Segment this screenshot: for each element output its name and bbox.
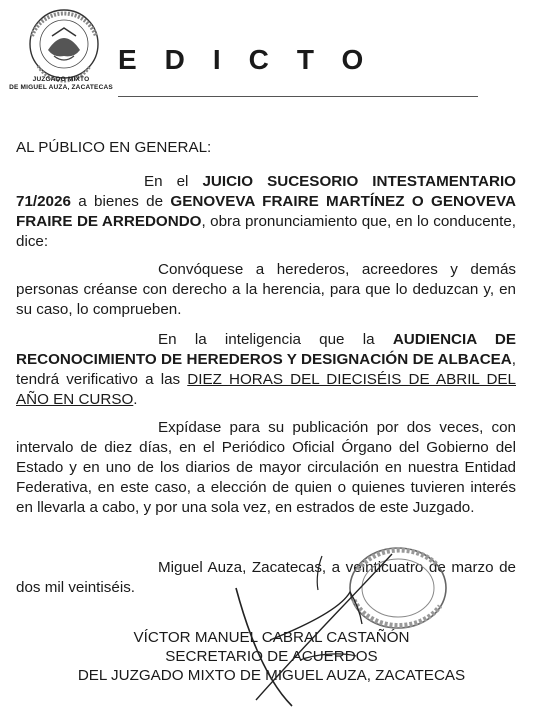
paragraph-publication: Expídase para su publicación por dos veces, con intervalo de diez días, en el Periódico Oficial Órgano del Gobierno del Estado y en uno de los diarios de mayor circulación en nuestra Entidad Federativa, en este caso, a elección de quien o quienes tuvieren interés en llevarla a cabo, y por una sola vez, en estrados de este Juzgado. bbox=[16, 419, 516, 516]
court-seal-icon bbox=[18, 6, 110, 84]
hearing-name: AUDIENCIA DE RECONOCIMIENTO DE HEREDEROS Y DESIGNACIÓN DE ALBACEA bbox=[16, 331, 516, 368]
paragraph-case bbox=[16, 172, 516, 252]
header-divider bbox=[118, 96, 478, 97]
court-name-line2: DE MIGUEL AUZA, ZACATECAS bbox=[9, 84, 113, 91]
court-name-line1: JUZGADO MIXTO bbox=[32, 76, 90, 83]
paragraph-hearing bbox=[16, 330, 516, 410]
document-title: EDICTO bbox=[118, 44, 392, 75]
p3-lead: En la inteligencia que la bbox=[158, 331, 393, 348]
case-title: JUICIO SUCESORIO INTESTAMENTARIO 71/2026 bbox=[16, 173, 516, 210]
paragraph-place-date: Miguel Auza, Zacatecas, a veinticuatro de marzo de dos mil veintiséis. bbox=[16, 559, 516, 596]
paragraph-convocation: Convóquese a herederos, acreedores y demás personas créanse con derecho a la herencia, para que lo deduzcan y, en su caso, lo comprueben. bbox=[16, 261, 516, 318]
p3-mid: , tendrá verificativo a las bbox=[16, 351, 516, 388]
hearing-date: DIEZ HORAS DEL DIECISÉIS DE ABRIL DEL AÑO EN CURSO bbox=[16, 371, 516, 408]
salutation: AL PÚBLICO EN GENERAL: bbox=[16, 139, 212, 156]
p1-mid: a bienes de bbox=[70, 193, 171, 210]
p1-lead: En el bbox=[144, 173, 203, 190]
signer-court: DEL JUZGADO MIXTO DE MIGUEL AUZA, ZACATECAS bbox=[77, 667, 466, 684]
p3-tail: . bbox=[133, 391, 138, 408]
decedent-name: GENOVEVA FRAIRE MARTÍNEZ O GENOVEVA FRAIRE DE ARREDONDO bbox=[16, 193, 516, 230]
signer-role: SECRETARIO DE ACUERDOS bbox=[165, 648, 378, 665]
signer-name: VÍCTOR MANUEL CABRAL CASTAÑÓN bbox=[133, 629, 410, 646]
court-stamp-icon bbox=[336, 540, 456, 636]
p1-tail: , obra pronunciamiento que, en lo conducente, dice: bbox=[16, 213, 517, 250]
